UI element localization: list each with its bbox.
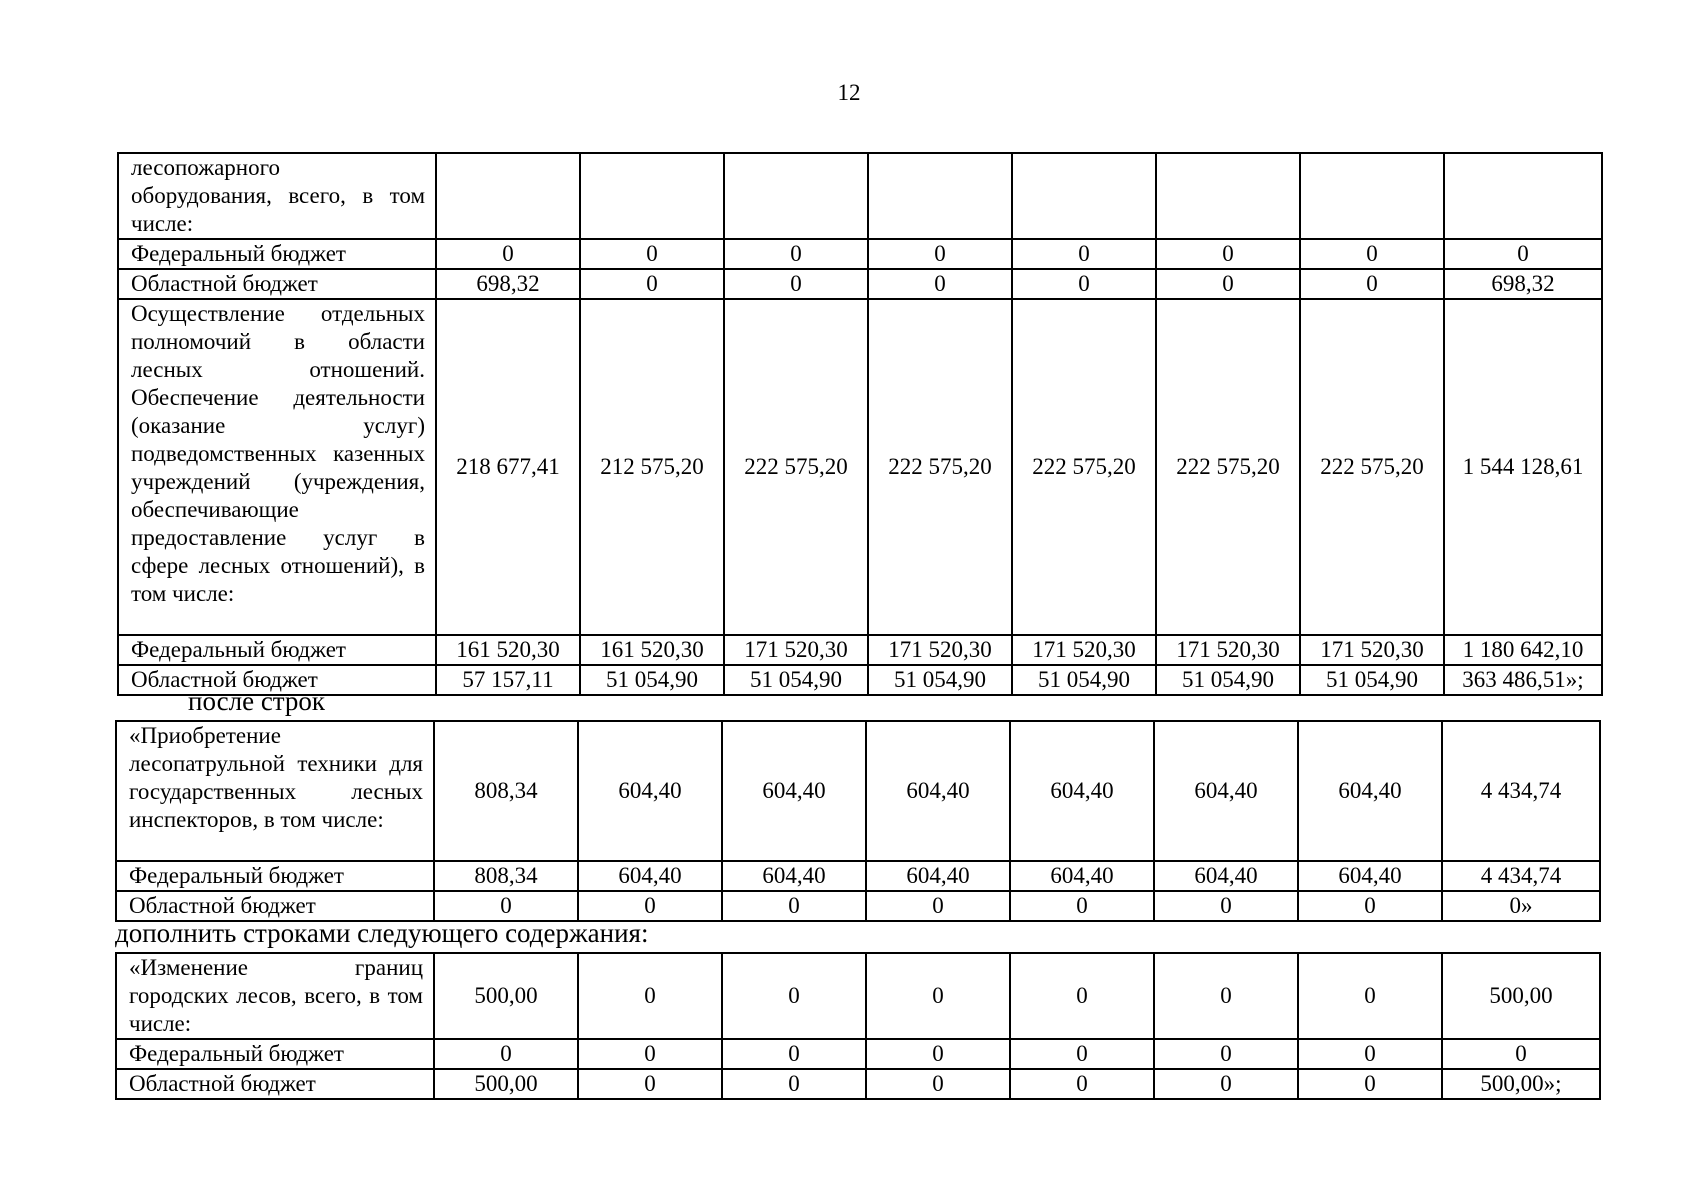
value-cell: 0 bbox=[722, 953, 866, 1039]
value-cell: 0 bbox=[1298, 891, 1442, 921]
row-label: лесопожарного оборудования, всего, в том числе: bbox=[118, 153, 436, 239]
value-cell bbox=[1300, 153, 1444, 239]
value-cell: 0 bbox=[866, 1039, 1010, 1069]
caption-add-rows: дополнить строками следующего содержания: bbox=[115, 918, 649, 948]
value-cell: 604,40 bbox=[1298, 721, 1442, 861]
value-cell: 0 bbox=[1154, 891, 1298, 921]
value-cell: 0 bbox=[1154, 1039, 1298, 1069]
value-cell: 604,40 bbox=[866, 861, 1010, 891]
value-cell: 51 054,90 bbox=[1012, 665, 1156, 695]
value-cell: 500,00 bbox=[434, 1069, 578, 1099]
row-label: «Приобретение лесопатрульной техники для государственных лесных инспекторов, в том числе: bbox=[116, 721, 434, 861]
value-cell: 161 520,30 bbox=[436, 635, 580, 665]
value-cell: 500,00 bbox=[1442, 953, 1600, 1039]
value-cell: 0 bbox=[1156, 269, 1300, 299]
value-cell: 0 bbox=[1010, 953, 1154, 1039]
table-row bbox=[118, 635, 1602, 665]
value-cell: 171 520,30 bbox=[868, 635, 1012, 665]
table-row bbox=[116, 1039, 1600, 1069]
value-cell: 0 bbox=[1010, 1069, 1154, 1099]
value-cell: 0 bbox=[1444, 239, 1602, 269]
table-row bbox=[118, 665, 1602, 695]
value-cell: 698,32 bbox=[1444, 269, 1602, 299]
value-cell: 0 bbox=[866, 953, 1010, 1039]
value-cell: 57 157,11 bbox=[436, 665, 580, 695]
value-cell: 51 054,90 bbox=[1156, 665, 1300, 695]
budget-table-patrol-vehicles bbox=[115, 720, 1601, 922]
budget-table-forest-fire bbox=[117, 152, 1603, 696]
value-cell: 0 bbox=[868, 269, 1012, 299]
value-cell: 0 bbox=[1154, 1069, 1298, 1099]
table-row bbox=[116, 891, 1600, 921]
table-row bbox=[116, 953, 1600, 1039]
value-cell: 604,40 bbox=[578, 861, 722, 891]
value-cell: 0 bbox=[1298, 953, 1442, 1039]
value-cell: 0 bbox=[868, 239, 1012, 269]
value-cell: 222 575,20 bbox=[724, 299, 868, 635]
value-cell: 1 544 128,61 bbox=[1444, 299, 1602, 635]
value-cell: 0» bbox=[1442, 891, 1600, 921]
value-cell: 0 bbox=[1010, 1039, 1154, 1069]
value-cell: 604,40 bbox=[578, 721, 722, 861]
value-cell bbox=[724, 153, 868, 239]
value-cell: 0 bbox=[1298, 1069, 1442, 1099]
row-label: Осуществление отдельных полномочий в области лесных отношений. Обеспечение деятельности (оказание услуг) подведомственных казенных учреждений (учреждения, обеспечивающие предоставление услуг в сфере лесных отношений), в том числе: bbox=[118, 299, 436, 635]
value-cell: 0 bbox=[578, 1039, 722, 1069]
value-cell: 0 bbox=[1010, 891, 1154, 921]
value-cell: 363 486,51»; bbox=[1444, 665, 1602, 695]
value-cell: 604,40 bbox=[722, 861, 866, 891]
value-cell: 4 434,74 bbox=[1442, 721, 1600, 861]
value-cell bbox=[1444, 153, 1602, 239]
value-cell: 171 520,30 bbox=[1012, 635, 1156, 665]
value-cell: 604,40 bbox=[722, 721, 866, 861]
value-cell: 0 bbox=[1300, 239, 1444, 269]
value-cell bbox=[1012, 153, 1156, 239]
value-cell: 1 180 642,10 bbox=[1444, 635, 1602, 665]
value-cell: 698,32 bbox=[436, 269, 580, 299]
value-cell: 171 520,30 bbox=[1300, 635, 1444, 665]
value-cell: 0 bbox=[578, 1069, 722, 1099]
value-cell: 0 bbox=[1442, 1039, 1600, 1069]
row-label: Федеральный бюджет bbox=[118, 239, 436, 269]
value-cell: 0 bbox=[434, 891, 578, 921]
value-cell: 500,00»; bbox=[1442, 1069, 1600, 1099]
value-cell: 808,34 bbox=[434, 861, 578, 891]
value-cell: 604,40 bbox=[1154, 861, 1298, 891]
value-cell: 0 bbox=[724, 239, 868, 269]
value-cell: 604,40 bbox=[1298, 861, 1442, 891]
table-row bbox=[116, 721, 1600, 861]
value-cell: 222 575,20 bbox=[868, 299, 1012, 635]
row-label: Федеральный бюджет bbox=[118, 635, 436, 665]
value-cell: 0 bbox=[722, 891, 866, 921]
value-cell bbox=[436, 153, 580, 239]
table-row bbox=[118, 153, 1602, 239]
table-row bbox=[118, 269, 1602, 299]
value-cell: 0 bbox=[866, 891, 1010, 921]
value-cell: 0 bbox=[1298, 1039, 1442, 1069]
row-label: Федеральный бюджет bbox=[116, 861, 434, 891]
row-label: Областной бюджет bbox=[116, 891, 434, 921]
table-row bbox=[118, 239, 1602, 269]
caption-after-rows: после строк bbox=[188, 686, 326, 716]
table-row bbox=[116, 1069, 1600, 1099]
value-cell: 0 bbox=[580, 269, 724, 299]
value-cell: 0 bbox=[580, 239, 724, 269]
value-cell: 0 bbox=[1012, 239, 1156, 269]
table-row bbox=[116, 861, 1600, 891]
value-cell: 0 bbox=[1300, 269, 1444, 299]
value-cell: 51 054,90 bbox=[724, 665, 868, 695]
value-cell: 171 520,30 bbox=[724, 635, 868, 665]
value-cell: 604,40 bbox=[1010, 721, 1154, 861]
value-cell: 218 677,41 bbox=[436, 299, 580, 635]
value-cell: 500,00 bbox=[434, 953, 578, 1039]
value-cell: 0 bbox=[436, 239, 580, 269]
value-cell: 51 054,90 bbox=[1300, 665, 1444, 695]
value-cell: 212 575,20 bbox=[580, 299, 724, 635]
value-cell: 808,34 bbox=[434, 721, 578, 861]
value-cell bbox=[868, 153, 1012, 239]
value-cell: 0 bbox=[1156, 239, 1300, 269]
page-number: 12 bbox=[837, 80, 861, 105]
value-cell: 222 575,20 bbox=[1156, 299, 1300, 635]
row-label: Федеральный бюджет bbox=[116, 1039, 434, 1069]
value-cell: 604,40 bbox=[1154, 721, 1298, 861]
value-cell: 0 bbox=[722, 1069, 866, 1099]
value-cell: 0 bbox=[1154, 953, 1298, 1039]
value-cell: 0 bbox=[866, 1069, 1010, 1099]
value-cell bbox=[1156, 153, 1300, 239]
value-cell: 222 575,20 bbox=[1300, 299, 1444, 635]
value-cell: 4 434,74 bbox=[1442, 861, 1600, 891]
value-cell bbox=[580, 153, 724, 239]
value-cell: 0 bbox=[1012, 269, 1156, 299]
value-cell: 0 bbox=[578, 953, 722, 1039]
value-cell: 51 054,90 bbox=[580, 665, 724, 695]
value-cell: 171 520,30 bbox=[1156, 635, 1300, 665]
value-cell: 0 bbox=[434, 1039, 578, 1069]
value-cell: 51 054,90 bbox=[868, 665, 1012, 695]
value-cell: 161 520,30 bbox=[580, 635, 724, 665]
row-label: Областной бюджет bbox=[118, 269, 436, 299]
value-cell: 222 575,20 bbox=[1012, 299, 1156, 635]
value-cell: 0 bbox=[578, 891, 722, 921]
table-row bbox=[118, 299, 1602, 635]
row-label: Областной бюджет bbox=[118, 665, 436, 695]
value-cell: 604,40 bbox=[1010, 861, 1154, 891]
value-cell: 0 bbox=[724, 269, 868, 299]
row-label: Областной бюджет bbox=[116, 1069, 434, 1099]
value-cell: 0 bbox=[722, 1039, 866, 1069]
budget-table-city-forests bbox=[115, 952, 1601, 1100]
row-label: «Изменение границ городских лесов, всего, в том числе: bbox=[116, 953, 434, 1039]
value-cell: 604,40 bbox=[866, 721, 1010, 861]
